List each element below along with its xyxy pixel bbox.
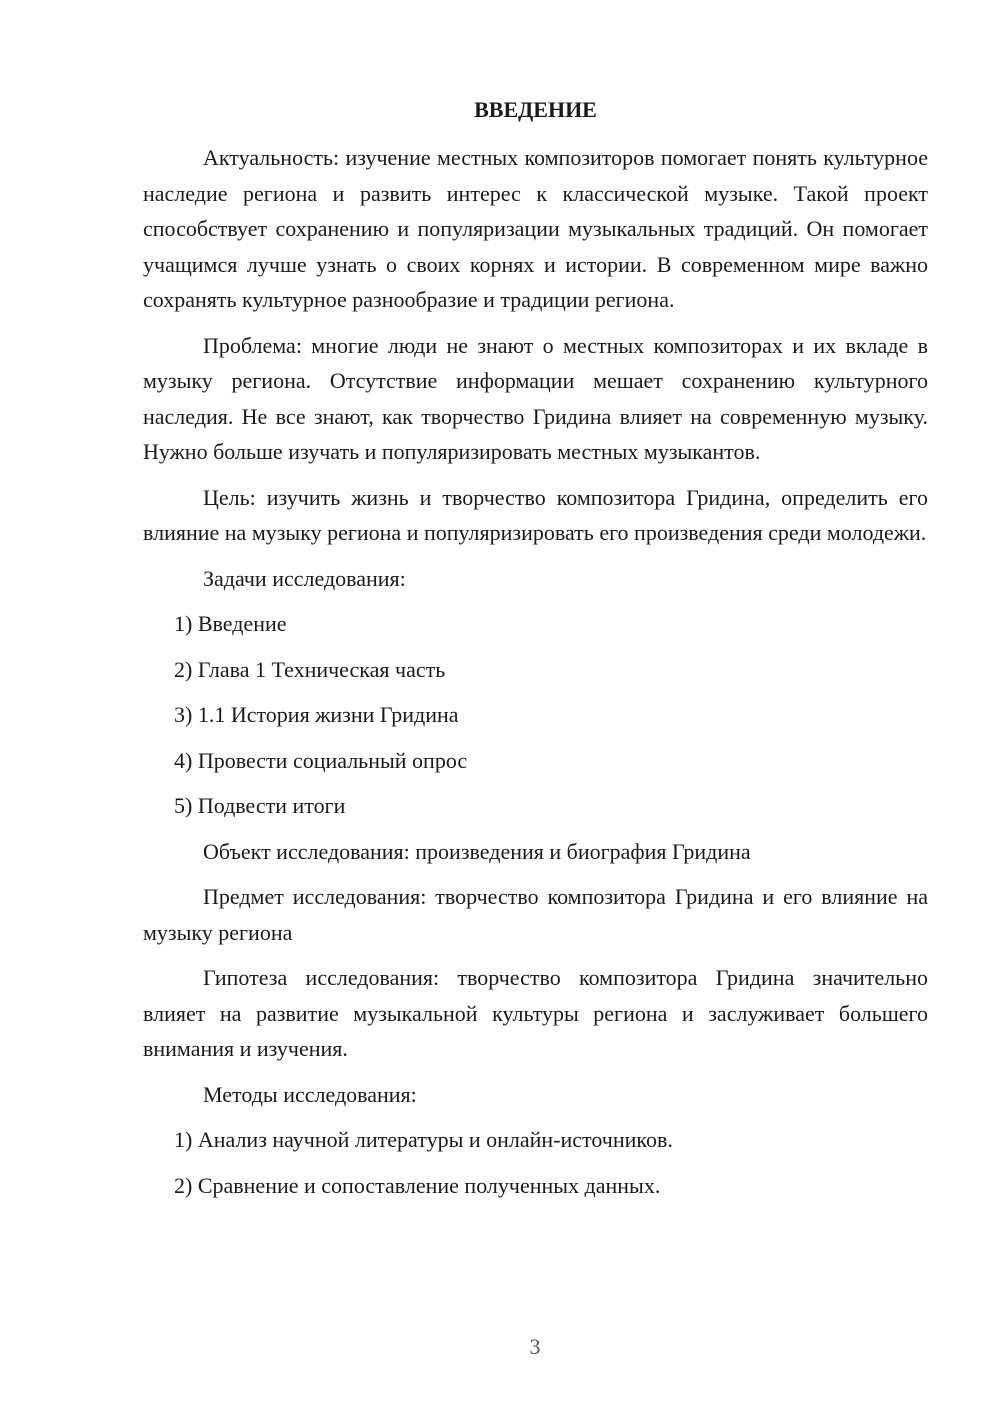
goal-paragraph: Цель: изучить жизнь и творчество композитора Гридина, определить его влияние на музыку региона и популяризировать его произведения среди молодежи.	[143, 484, 928, 545]
section-title: ВВЕДЕНИЕ	[474, 97, 597, 122]
task-item: 3) 1.1 История жизни Гридина	[174, 702, 459, 727]
method-item: 1) Анализ научной литературы и онлайн-источников.	[174, 1127, 673, 1152]
page-number: 3	[529, 1334, 541, 1359]
problem-paragraph: Проблема: многие люди не знают о местных композиторах и их вкладе в музыку региона. Отсутствие информации мешает сохранению культурного наследия. Не все знают, как творчество Гридина влияет на современную музыку. Нужно больше изучать и популяризировать местных музыкантов.	[143, 332, 928, 464]
document-page	[143, 92, 928, 1213]
task-item: 4) Провести социальный опрос	[174, 747, 468, 773]
methods-list	[143, 1122, 928, 1203]
research-subject: Предмет исследования: творчество композитора Гридина и его влияние на музыку региона	[143, 884, 928, 945]
task-item: 2) Глава 1 Техническая часть	[174, 656, 446, 682]
tasks-heading: Задачи исследования:	[203, 565, 406, 591]
relevance-paragraph: Актуальность: изучение местных композиторов помогает понять культурное наследие региона и развить интерес к классической музыке. Такой проект способствует сохранению и популяризации музыкальных традиций. Он помогает учащимся лучше узнать о своих корнях и истории. В современном мире важно сохранять культурное разнообразие и традиции региона.	[143, 145, 928, 312]
methods-heading: Методы исследования:	[203, 1081, 417, 1107]
method-item: 2) Сравнение и сопоставление полученных данных.	[174, 1172, 661, 1198]
task-item: 5) Подвести итоги	[174, 793, 346, 818]
research-object: Объект исследования: произведения и биография Гридина	[203, 838, 751, 864]
task-item: 1) Введение	[174, 611, 287, 636]
research-hypothesis: Гипотеза исследования: творчество композитора Гридина значительно влияет на развитие музыкальной культуры региона и заслуживает большего внимания и изучения.	[143, 965, 928, 1061]
tasks-list	[143, 606, 928, 824]
